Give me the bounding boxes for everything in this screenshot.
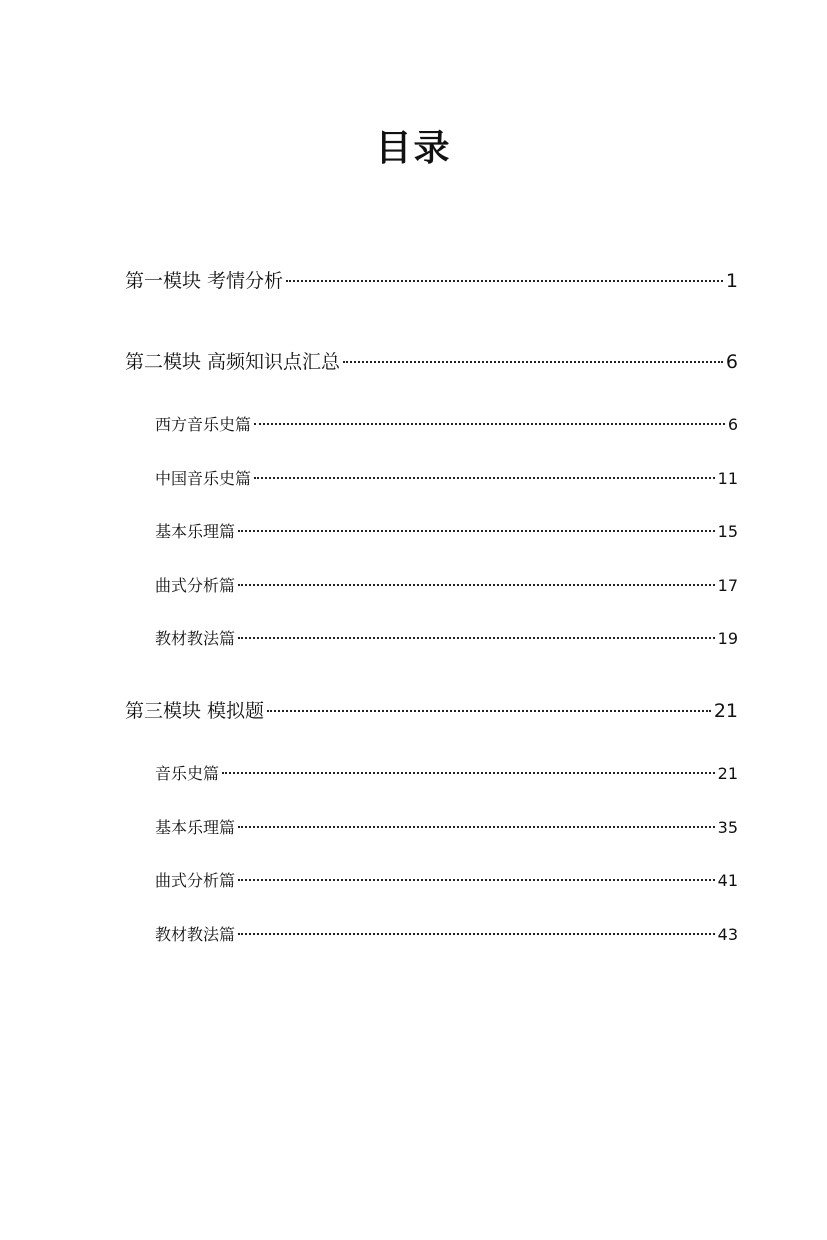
- dot-leader: [343, 361, 723, 363]
- toc-entry-page: 41: [717, 871, 738, 890]
- dot-leader: [238, 933, 715, 935]
- toc-entry-page: 21: [713, 700, 738, 722]
- dot-leader: [238, 879, 715, 881]
- toc-entry-music-history[interactable]: [155, 759, 738, 789]
- toc-entry-page: 1: [725, 270, 738, 292]
- toc-entry-label: 西方音乐史篇: [155, 415, 252, 434]
- page-title: 目录: [375, 128, 452, 169]
- toc-entry-page: 21: [717, 764, 738, 783]
- toc-entry-label: 基本乐理篇: [155, 522, 236, 541]
- dot-leader: [238, 530, 715, 532]
- dot-leader: [267, 710, 711, 712]
- toc-entry-page: 43: [717, 925, 738, 944]
- toc-entry-page: 19: [717, 629, 738, 648]
- dot-leader: [286, 280, 723, 282]
- toc-entry-page: 15: [717, 522, 738, 541]
- toc-entry-chinese-music-history[interactable]: [155, 464, 738, 494]
- dot-leader: [238, 584, 715, 586]
- toc-entry-page: 35: [717, 818, 738, 837]
- toc-entry-label: 音乐史篇: [155, 764, 220, 783]
- dot-leader: [254, 423, 725, 425]
- toc-entry-module-3[interactable]: [125, 696, 738, 726]
- toc-entry-page: 6: [725, 351, 738, 373]
- toc-entry-label: 第二模块 高频知识点汇总: [125, 351, 341, 373]
- dot-leader: [238, 637, 715, 639]
- toc-entry-teaching-methods-exercises[interactable]: [155, 920, 738, 950]
- dot-leader: [254, 477, 715, 479]
- dot-leader: [222, 772, 715, 774]
- toc-entry-page: 6: [727, 415, 738, 434]
- toc-entry-form-analysis-exercises[interactable]: [155, 866, 738, 896]
- toc-entry-label: 曲式分析篇: [155, 871, 236, 890]
- toc-entry-label: 基本乐理篇: [155, 818, 236, 837]
- toc-entry-module-1[interactable]: [125, 266, 738, 296]
- toc-entry-label: 教材教法篇: [155, 629, 236, 648]
- toc-entry-western-music-history[interactable]: [155, 410, 738, 440]
- toc-entry-music-theory-exercises[interactable]: [155, 813, 738, 843]
- toc-entry-teaching-methods[interactable]: [155, 624, 738, 654]
- toc-entry-label: 中国音乐史篇: [155, 469, 252, 488]
- toc-entry-label: 第三模块 模拟题: [125, 700, 265, 722]
- toc-entry-label: 教材教法篇: [155, 925, 236, 944]
- dot-leader: [238, 826, 715, 828]
- toc-entry-page: 11: [717, 469, 738, 488]
- toc-entry-page: 17: [717, 576, 738, 595]
- toc-entry-label: 第一模块 考情分析: [125, 270, 284, 292]
- toc-entry-module-2[interactable]: [125, 347, 738, 377]
- toc-entry-label: 曲式分析篇: [155, 576, 236, 595]
- toc-entry-music-theory[interactable]: [155, 517, 738, 547]
- toc-entry-form-analysis[interactable]: [155, 571, 738, 601]
